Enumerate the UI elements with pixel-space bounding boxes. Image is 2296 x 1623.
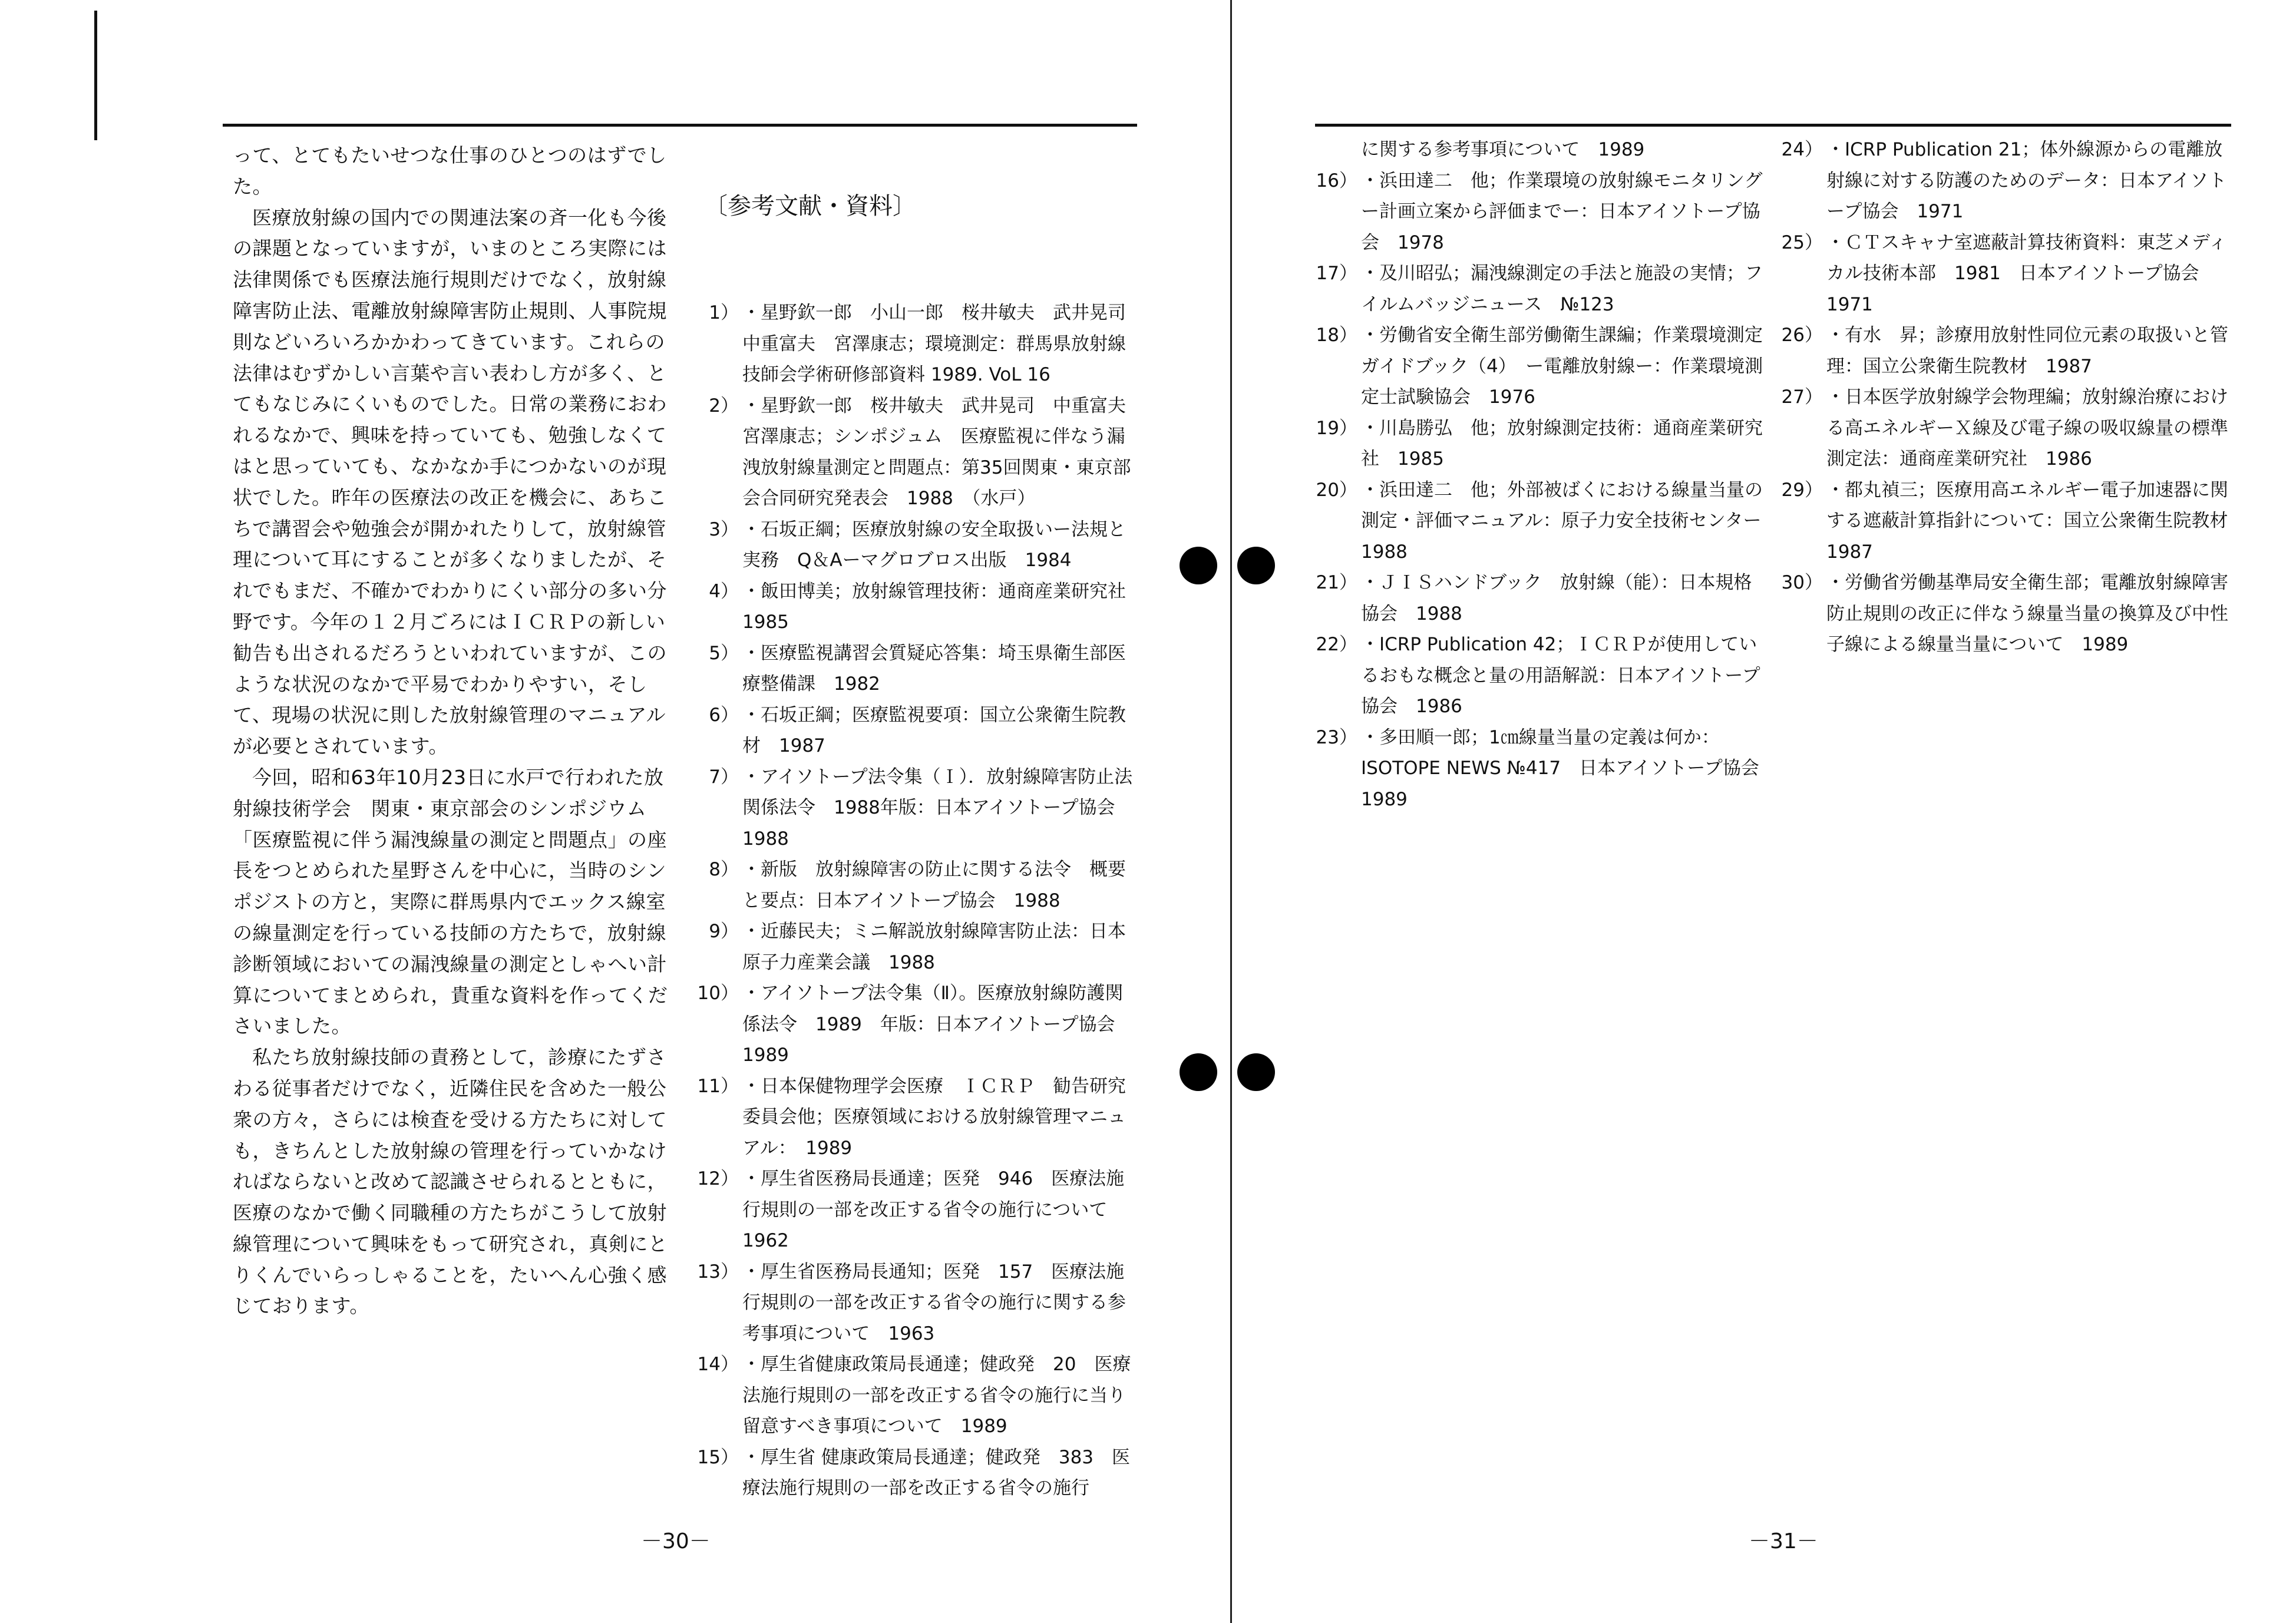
- reference-item: [691, 638, 1134, 700]
- reference-number: 18）: [1316, 325, 1357, 346]
- reference-item: [691, 1071, 1134, 1164]
- page-number-right: －31－: [1749, 1529, 1818, 1553]
- paragraph: 今回，昭和63年10月23日に水戸で行われた放射線技術学会 関東・東京部会のシンポジウム「医療監視に伴う漏洩線量の測定と問題点」の座長をつとめられた星野さんを中心に，当時のシンポジストの方と，実際に群馬県内でエックス線室の線量測定を行っている技師の方たちで，放射線診断領域においての漏洩線量の測定としゃへい計算についてまとめられ，貴重な資料を作ってくださいました。: [233, 765, 668, 1038]
- reference-item: [1775, 320, 2228, 382]
- reference-number: 26）: [1781, 325, 1823, 346]
- reference-item: [691, 298, 1144, 391]
- reference-number: 12）: [697, 1168, 739, 1189]
- reference-text: ・浜田達二 他；外部被ばくにおける線量当量の測定・評価マニュアル：原子力安全技術センター 1988: [1361, 479, 1780, 563]
- reference-number: 21）: [1316, 572, 1357, 593]
- reference-item: [691, 391, 1144, 514]
- reference-item: [1309, 722, 1778, 815]
- reference-number: 29）: [1781, 479, 1823, 501]
- reference-text: ・ＪＩＳハンドブック 放射線（能）：日本規格協会 1988: [1361, 572, 1752, 624]
- reference-item: [691, 700, 1134, 762]
- left-top-rule: [223, 124, 1137, 127]
- reference-number: 9）: [709, 921, 739, 942]
- reference-item: [691, 576, 1144, 638]
- paragraph: 私たち放射線技師の責務として，診療にたずさわる従事者だけでなく，近隣住民を含めた一般公衆の方々，さらには検査を受ける方たちに対しても，きちんとした放射線の管理を行っていかなければならないと改めて認識させられるとともに，医療のなかで働く同職種の方たちがこうして放射線管理について興味をもって研究され，真剣にとりくんでいらっしゃることを，たいへん心強く感じております。: [233, 1046, 668, 1318]
- reference-text: ・星野欽一郎 桜井敏夫 武井晃司 中重富夫 宮澤康志；シンポジュム 医療監視に伴なう漏洩放射線量測定と問題点：第35回関東・東京部会合同研究発表会 1988 （水戸）: [742, 395, 1144, 509]
- reference-item: [1309, 320, 1768, 413]
- reference-number: 30）: [1781, 572, 1823, 593]
- reference-item: [1775, 134, 2228, 227]
- page-number-left: －30－: [641, 1529, 711, 1553]
- left-body-text: [233, 140, 672, 1322]
- reference-text: ・厚生省医務局長通知；医発 157 医療法施行規則の一部を改正する省令の施行に関する参考事項について 1963: [742, 1261, 1126, 1344]
- reference-text: ・ICRP Publication 21；体外線源からの電離放射線に対する防護のためのデータ：日本アイソトープ協会 1971: [1826, 139, 2227, 222]
- reference-text: ・アイソトープ法令集（Ⅱ）。医療放射線防護関係法令 1989 年版：日本アイソトープ協会 1989: [742, 983, 1134, 1066]
- reference-text: ・浜田達二 他；作業環境の放射線モニタリング ー計画立案から評価までー：日本アイソトープ協会 1978: [1361, 170, 1781, 253]
- left-edge-mark: [94, 11, 97, 140]
- reference-number: 22）: [1316, 634, 1357, 655]
- reference-item: [691, 854, 1134, 916]
- reference-text: ・飯田博美；放射線管理技術：通商産業研究社 1985: [742, 580, 1144, 633]
- references-list-right-col1: [1309, 134, 1781, 815]
- reference-text: ・日本医学放射線学会物理編；放射線治療における高エネルギーＸ線及び電子線の吸収線量の標準測定法：通商産業研究社 1986: [1826, 386, 2228, 470]
- reference-number: 14）: [697, 1354, 739, 1375]
- reference-text: ・医療監視講習会質疑応答集：埼玉県衛生部医療整備課 1982: [742, 642, 1126, 695]
- references-list-right-col2: [1775, 134, 2247, 660]
- reference-item: [1775, 382, 2228, 475]
- reference-number: 24）: [1781, 139, 1823, 160]
- reference-item: [691, 916, 1134, 978]
- reference-number: 7）: [709, 766, 739, 788]
- binder-hole: [1237, 547, 1275, 584]
- reference-number: 8）: [709, 859, 739, 880]
- reference-item: [691, 978, 1134, 1071]
- reference-text: ・石坂正綱；医療監視要項：国立公衆衛生院教材 1987: [742, 704, 1126, 756]
- reference-item: [1775, 227, 2228, 320]
- reference-item: [1309, 413, 1768, 475]
- reference-text: ・厚生省 健康政策局長通達；健政発 383 医療法施行規則の一部を改正する省令の施行: [742, 1446, 1131, 1499]
- reference-number: 15）: [697, 1446, 739, 1468]
- binding-gutter: [1230, 0, 1232, 1623]
- reference-item: [691, 1163, 1134, 1257]
- reference-text: ・アイソトープ法令集（Ｉ）．放射線障害防止法関係法令 1988年版：日本アイソトープ協会 1988: [742, 766, 1134, 849]
- reference-text: ・多田順一郎；1㎝線量当量の定義は何か：ISOTOPE NEWS №417 日本アイソトープ協会 1989: [1361, 726, 1778, 810]
- reference-number: 1）: [709, 302, 739, 323]
- reference-text: ・川島勝弘 他；放射線測定技術：通商産業研究社 1985: [1361, 417, 1763, 470]
- reference-text: ・厚生省健康政策局長通達；健政発 20 医療法施行規則の一部を改正する省令の施行に当り留意すべき事項について 1989: [742, 1354, 1131, 1437]
- binder-hole: [1180, 1053, 1217, 1091]
- binder-hole: [1237, 1053, 1275, 1091]
- reference-item: [1775, 567, 2228, 660]
- reference-number: 10）: [697, 983, 739, 1004]
- reference-number: 2）: [709, 395, 739, 417]
- references-heading: 〔参考文献・資料〕: [704, 193, 916, 220]
- reference-number: 5）: [709, 642, 739, 664]
- binder-hole: [1180, 547, 1217, 584]
- reference-text: ・厚生省医務局長通達；医発 946 医療法施行規則の一部を改正する省令の施行について 1962: [742, 1168, 1126, 1251]
- reference-item: [1309, 629, 1768, 722]
- reference-text: ・日本保健物理学会医療 ＩＣＲＰ 勧告研究委員会他；医療領域における放射線管理マニュアル： 1989: [742, 1075, 1126, 1159]
- reference-text: ・近藤民夫；ミニ解説放射線障害防止法：日本原子力産業会議 1988: [742, 921, 1126, 973]
- reference-number: 25）: [1781, 232, 1823, 253]
- reference-item: [1775, 475, 2247, 568]
- reference-number: 16）: [1316, 170, 1357, 191]
- reference-item: [1309, 166, 1781, 259]
- right-top-rule: [1315, 124, 2231, 127]
- reference-text: ・石坂正綱；医療放射線の安全取扱いー法規と実務 Q＆Aーマグロブロス出版 1984: [742, 518, 1126, 571]
- references-list-left: [691, 298, 1144, 1504]
- reference-text: ・星野欽一郎 小山一郎 桜井敏夫 武井晃司 中重富夫 宮澤康志；環境測定：群馬県放射線技師会学術研修部資料 1989. VoL 16: [742, 302, 1144, 385]
- reference-item: [1309, 567, 1768, 629]
- reference-text: ・労働省労働基準局安全衛生部；電離放射線障害防止規則の改正に伴なう線量当量の換算及び中性子線による線量当量について 1989: [1826, 572, 2228, 655]
- reference-text: ・新版 放射線障害の防止に関する法令 概要と要点：日本アイソトープ協会 1988: [742, 859, 1126, 911]
- reference-number: 23）: [1316, 726, 1357, 748]
- reference-number: 19）: [1316, 417, 1357, 439]
- reference-text: ・都丸禎三；医療用高エネルギー電子加速器に関する遮蔽計算指針について：国立公衆衛生院教材 1987: [1826, 479, 2247, 563]
- reference-number: 11）: [697, 1075, 739, 1097]
- reference-number: 4）: [709, 580, 739, 602]
- reference-item: [691, 762, 1134, 855]
- reference-text: ・ICRP Publication 42；ＩＣＲＰが使用しているおもな概念と量の用語解説：日本アイソトープ協会 1986: [1361, 634, 1760, 717]
- paragraph: 医療放射線の国内での関連法案の斉一化も今後の課題となっていますが，いまのところ実際には法律関係でも医療法施行規則だけでなく，放射線障害防止法、電離放射線障害防止規則、人事院規則などいろいろかかわってきています。これらの法律はむずかしい言葉や言い表わし方が多く、とてもなじみにくいものでした。日常の業務におわれるなかで、興味を持っていても、勉強しなくてはと思っていても、なかなか手につかないのが現状でした。昨年の医療法の改正を機会に、あちこちで講習会や勉強会が開かれたりして，放射線管理について耳にすることが多くなりましたが、それでもまだ、不確かでわかりにくい部分の多い分野です。今年の１２月ごろにはＩＣＲＰの新しい勧告も出されるだろうといわれていますが、このような状況のなかで平易でわかりやすい，そして、現場の状況に則した放射線管理のマニュアルが必要とされています。: [233, 206, 667, 758]
- reference-number: 27）: [1781, 386, 1823, 408]
- reference-item: [691, 1442, 1134, 1504]
- reference-text: ・労働省安全衛生部労働衛生課編；作業環境測定ガイドブック（4） ー電離放射線ー：作業環境測定士試験協会 1976: [1361, 325, 1763, 408]
- reference-text: に関する参考事項について 1989: [1361, 139, 1645, 160]
- reference-number: 20）: [1316, 479, 1357, 501]
- reference-item: [1309, 134, 1768, 166]
- reference-text: ・及川昭弘；漏洩線測定の手法と施設の実情；フイルムバッジニュース №123: [1361, 263, 1763, 315]
- reference-item: [691, 514, 1134, 576]
- reference-number: 17）: [1316, 263, 1357, 284]
- reference-text: ・ＣＴスキャナ室遮蔽計算技術資料：東芝メディカル技術本部 1981 日本アイソトープ協会 1971: [1826, 232, 2227, 315]
- paragraph: って、とてもたいせつな仕事のひとつのはずでした。: [233, 144, 667, 198]
- reference-number: 3）: [709, 518, 739, 540]
- reference-number: 13）: [697, 1261, 739, 1282]
- reference-item: [1309, 475, 1780, 568]
- reference-text: ・有水 昇；診療用放射性同位元素の取扱いと管理：国立公衆衛生院教材 1987: [1826, 325, 2228, 377]
- reference-item: [1309, 258, 1768, 320]
- reference-number: [1309, 134, 1361, 166]
- reference-item: [691, 1349, 1134, 1442]
- reference-number: 6）: [709, 704, 739, 726]
- reference-item: [691, 1257, 1134, 1350]
